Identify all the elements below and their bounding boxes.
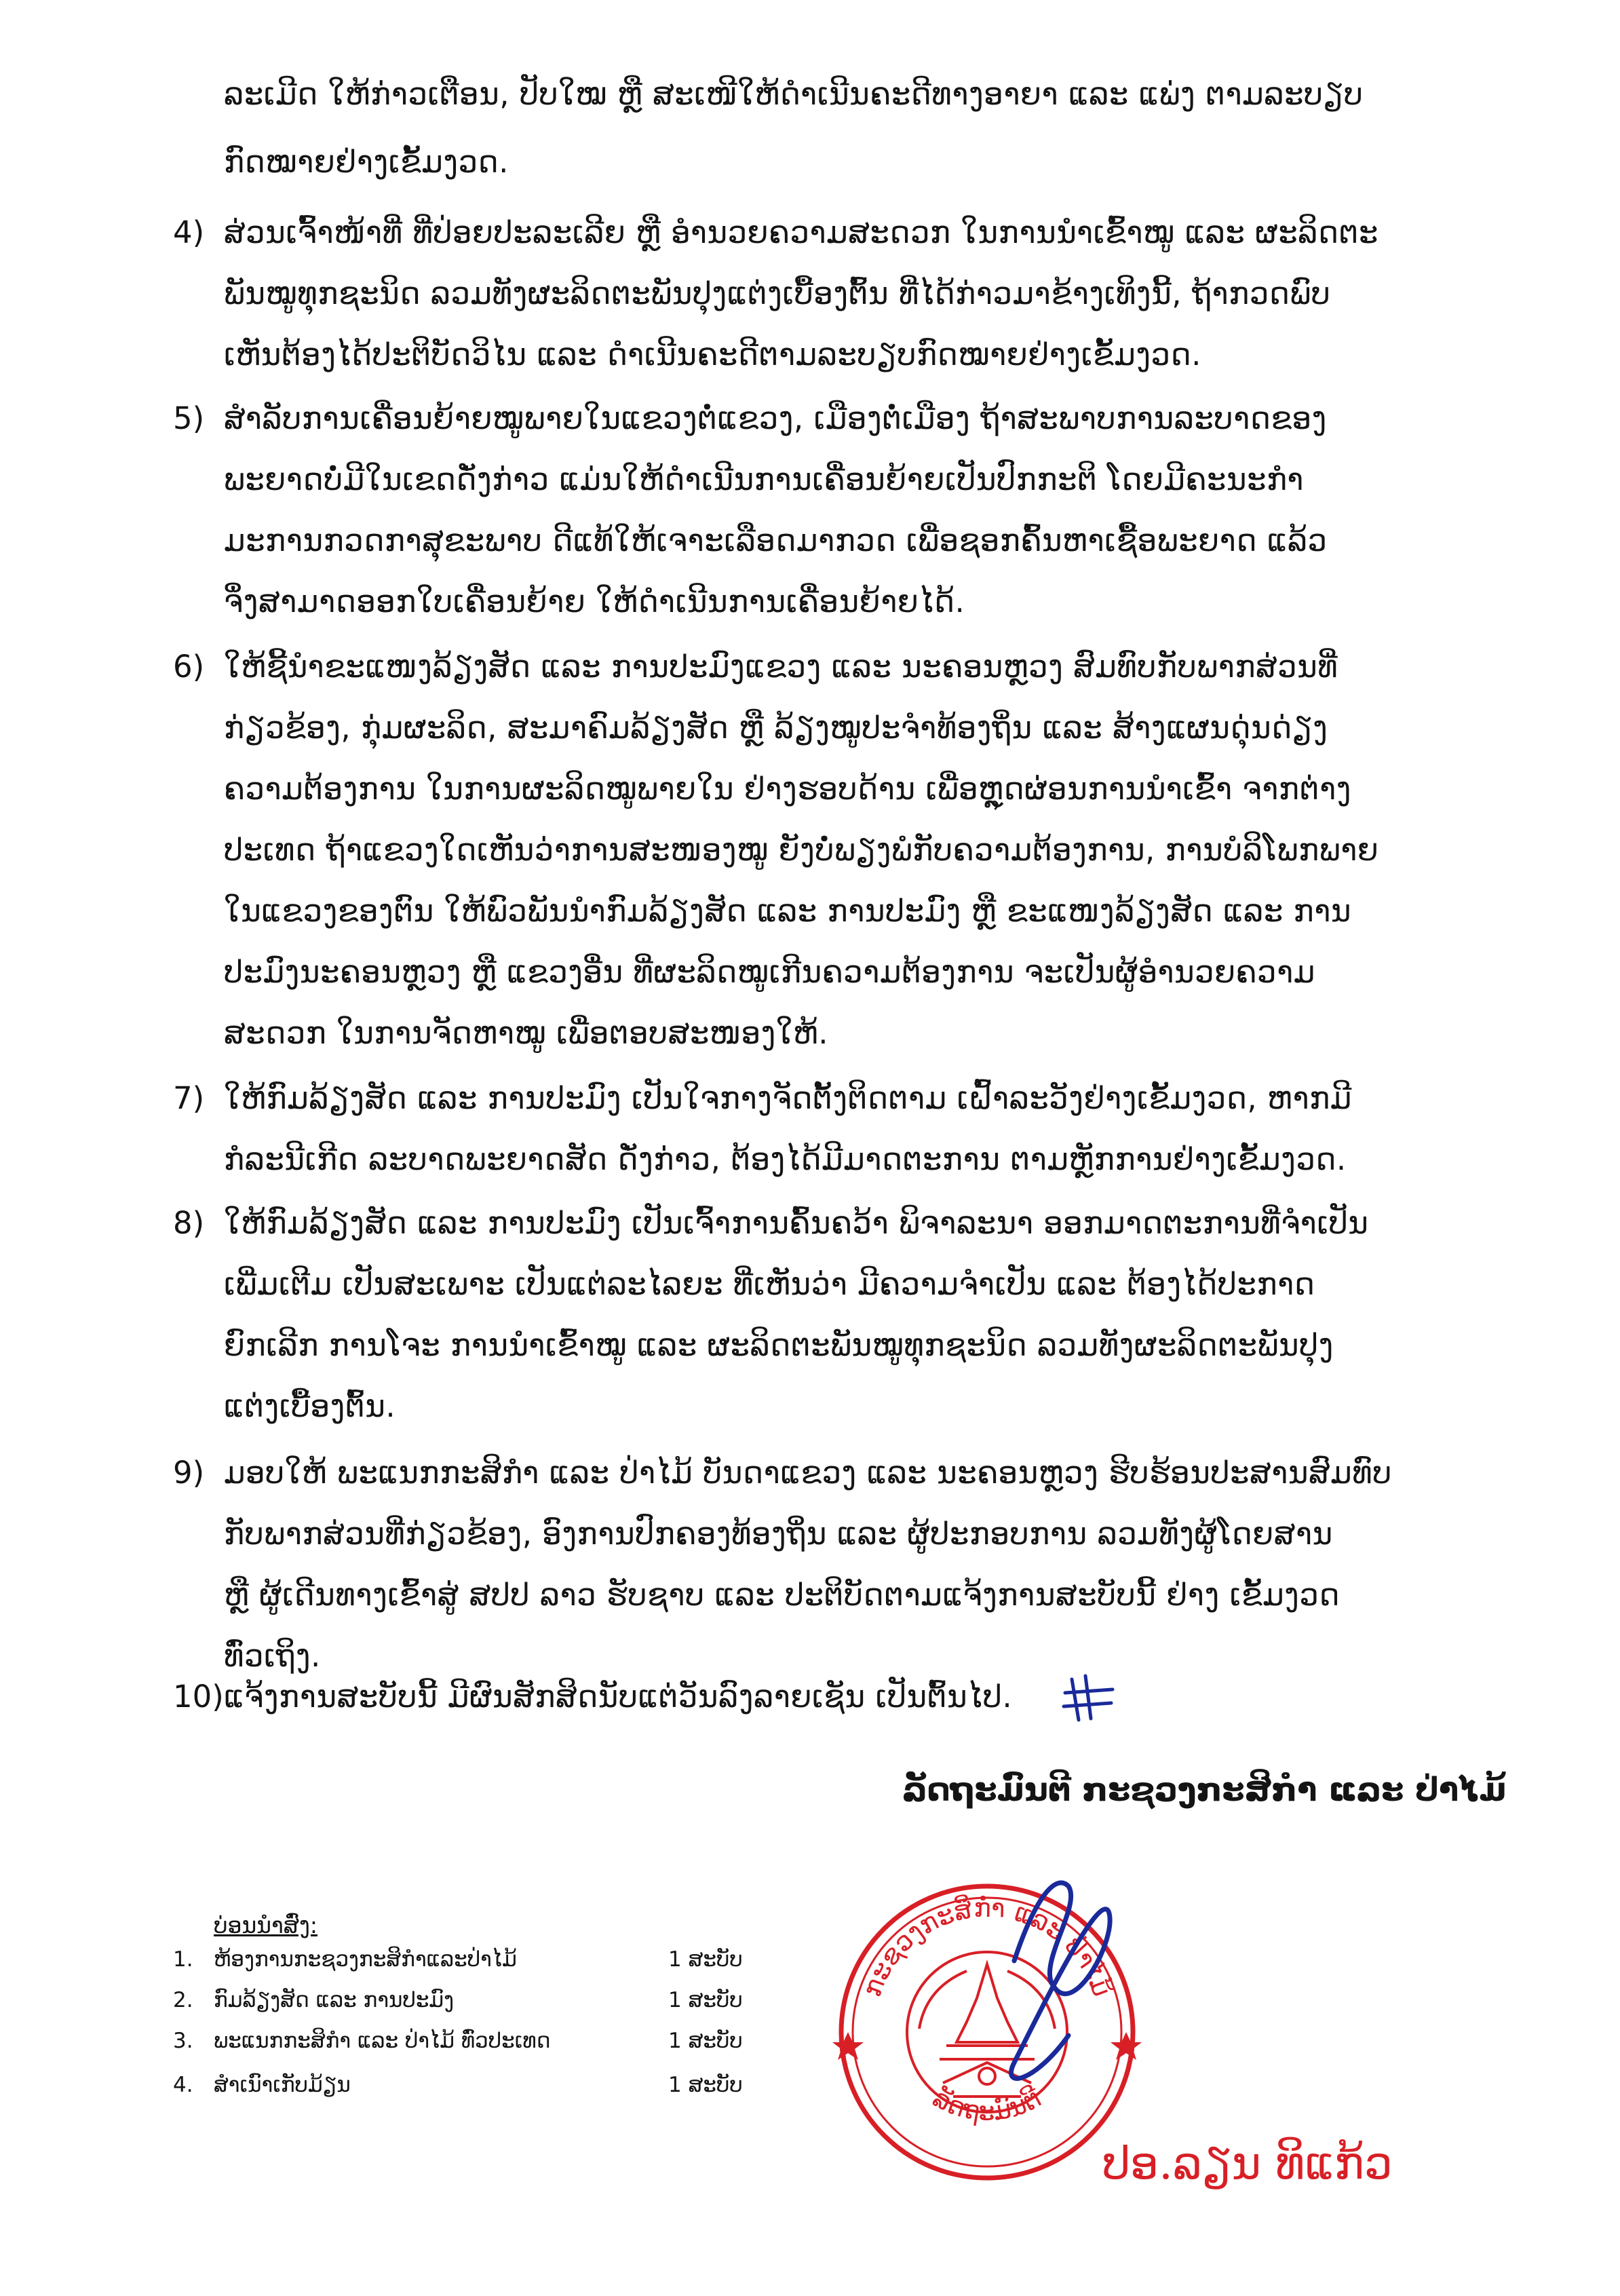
distribution-item-number: 3. [173, 2029, 193, 2053]
para-6-line-6: ປະມົງນະຄອນຫຼວງ ຫຼື ແຂວງອື່ນ ທີ່ຜະລິດໝູເກີນຄວາມຕ້ອງການ ຈະເປັນຜູ້ອຳນວຍຄວາມ [224, 954, 1315, 990]
para-5-line-1: ສຳລັບການເຄື່ອນຍ້າຍໝູພາຍໃນແຂວງຕໍ່ແຂວງ, ເມືອງຕໍ່ເມືອງ ຖ້າສະພາບການລະບາດຂອງ [224, 400, 1327, 436]
para-6-line-5: ໃນແຂວງຂອງຕົນ ໃຫ້ພົວພັນນຳກົມລ້ຽງສັດ ແລະ ການປະມົງ ຫຼື ຂະແໜງລ້ຽງສັດ ແລະ ການ [224, 893, 1352, 929]
para-4-line-1: ສ່ວນເຈົ້າໜ້າທີ່ ທີ່ປ່ອຍປະລະເລີຍ ຫຼື ອຳນວຍຄວາມສະດວກ ໃນການນຳເຂົ້າໝູ ແລະ ຜະລິດຕະ [224, 214, 1378, 250]
distribution-item [173, 1988, 784, 2021]
distribution-item-copies: 1 ສະບັບ [668, 1947, 743, 1972]
para-7-line-2: ກໍລະນີເກີດ ລະບາດພະຍາດສັດ ດັ່ງກ່າວ, ຕ້ອງໄດ້ມີມາດຕະການ ຕາມຫຼັກການຢ່າງເຂັ້ມງວດ. [224, 1141, 1347, 1177]
para-6-line-3: ຄວາມຕ້ອງການ ໃນການຜະລິດໝູພາຍໃນ ຢ່າງຮອບດ້ານ ເພື່ອຫຼຸດຜ່ອນການນຳເຂົ້າ ຈາກຕ່າງ [224, 771, 1351, 807]
para-4-line-3: ເຫັນຕ້ອງໄດ້ປະຕິບັດວິໄນ ແລະ ດຳເນີນຄະດີຕາມລະບຽບກົດໝາຍຢ່າງເຂັ້ມງວດ. [224, 337, 1201, 372]
para-8-line-4: ແຕ່ງເບື້ອງຕົ້ນ. [224, 1388, 396, 1424]
distribution-item-copies: 1 ສະບັບ [668, 2073, 743, 2097]
distribution-item [173, 2029, 784, 2061]
distribution-item-copies: 1 ສະບັບ [668, 2029, 743, 2053]
distribution-item [173, 1947, 784, 1980]
para-9-line-1: ມອບໃຫ້ ພະແນກກະສິກຳ ແລະ ປ່າໄມ້ ບັນດາແຂວງ ແລະ ນະຄອນຫຼວງ ຮີບຮ້ອນປະສານສົມທົບ [224, 1455, 1392, 1491]
para-10-line-1: ແຈ້ງການສະບັບນີ້ ມີຜົນສັກສິດນັບແຕ່ວັນລົງລາຍເຊັນ ເປັນຕົ້ນໄປ. [224, 1679, 1013, 1715]
svg-text:ກະຊວງກະສິກຳ ແລະ ປ່າໄມ້ [857, 1893, 1117, 2001]
distribution-item-text: ພະແນກກະສິກຳ ແລະ ປ່າໄມ້ ທົ່ວປະເທດ [214, 2029, 551, 2053]
para-7-line-1: ໃຫ້ກົມລ້ຽງສັດ ແລະ ການປະມົງ ເປັນໃຈກາງຈັດຕັ້ງຕິດຕາມ ເຝົ້າລະວັງຢ່າງເຂັ້ມງວດ, ຫາກມີ [224, 1080, 1352, 1116]
para-4-line-2: ພັນໝູທຸກຊະນິດ ລວມທັງຜະລິດຕະພັນປຸງແຕ່ງເບື້ອງຕົ້ນ ທີ່ໄດ້ກ່າວມາຂ້າງເທິງນີ້, ຖ້າກວດພົບ [224, 275, 1331, 311]
para-0-line-2: ກົດໝາຍຢ່າງເຂັ້ມງວດ. [224, 144, 509, 180]
para-6-line-7: ສະດວກ ໃນການຈັດຫາໝູ ເພື່ອຕອບສະໜອງໃຫ້. [224, 1015, 829, 1051]
distribution-item-number: 1. [173, 1947, 193, 1972]
distribution-item [173, 2073, 784, 2105]
para-7-number: 7) [173, 1080, 205, 1116]
distribution-item-text: ສຳເນົາເກັບມ້ຽນ [214, 2073, 351, 2097]
para-4-number: 4) [173, 214, 205, 250]
distribution-item-number: 4. [173, 2073, 193, 2097]
para-9-line-2: ກັບພາກສ່ວນທີ່ກ່ຽວຂ້ອງ, ອົງການປົກຄອງທ້ອງຖິ່ນ ແລະ ຜູ້ປະກອບການ ລວມທັງຜູ້ໂດຍສານ [224, 1516, 1333, 1552]
para-0-line-1: ລະເມີດ ໃຫ້ກ່າວເຕືອນ, ປັບໃໝ ຫຼື ສະເໜີໃຫ້ດຳເນີນຄະດີທາງອາຍາ ແລະ ແພ່ງ ຕາມລະບຽບ [224, 76, 1364, 112]
para-8-number: 8) [173, 1205, 205, 1241]
initial-scribble-icon [1058, 1666, 1119, 1727]
para-6-line-1: ໃຫ້ຊີ້ນຳຂະແໜງລ້ຽງສັດ ແລະ ການປະມົງແຂວງ ແລະ ນະຄອນຫຼວງ ສົມທົບກັບພາກສ່ວນທີ່ [224, 649, 1338, 685]
seal-bottom-text: ລັດຖະມົນຕີ [927, 2082, 1047, 2126]
para-6-line-2: ກ່ຽວຂ້ອງ, ກຸ່ມຜະລິດ, ສະມາຄົມລ້ຽງສັດ ຫຼື ລ້ຽງໝູປະຈຳທ້ອງຖິ່ນ ແລະ ສ້າງແຜນດຸ່ນດ່ຽງ [224, 710, 1328, 746]
svg-text:ລັດຖະມົນຕີ [928, 2082, 1046, 2126]
para-9-line-3: ຫຼື ຜູ້ເດີນທາງເຂົ້າສູ່ ສປປ ລາວ ຮັບຊາບ ແລະ ປະຕິບັດຕາມແຈ້ງການສະບັບນີ້ ຢ່າງ ເຂັ້ມງວດ [224, 1577, 1340, 1613]
seal-top-text: ກະຊວງກະສິກຳ ແລະ ປ່າໄມ້ [856, 1892, 1118, 2001]
para-5-line-3: ມະການກວດກາສຸຂະພາບ ດີແທ້ໃຫ້ເຈາະເລືອດມາກວດ ເພື່ອຊອກຄົ້ນຫາເຊື້ອພະຍາດ ແລ້ວ [224, 522, 1328, 558]
para-6-number: 6) [173, 649, 205, 685]
distribution-item-text: ກົມລ້ຽງສັດ ແລະ ການປະມົງ [214, 1988, 455, 2012]
distribution-heading: ບ່ອນນຳສົ່ງ: [214, 1912, 318, 1938]
signatory-name: ປອ.ລຽນ ທິແກ້ວ [1102, 2137, 1393, 2189]
para-5-line-4: ຈຶ່ງສາມາດອອກໃບເຄື່ອນຍ້າຍ ໃຫ້ດຳເນີນການເຄື່ອນຍ້າຍໄດ້. [224, 583, 965, 619]
para-5-number: 5) [173, 400, 205, 436]
para-8-line-1: ໃຫ້ກົມລ້ຽງສັດ ແລະ ການປະມົງ ເປັນເຈົ້າການຄົ້ນຄວ້າ ພິຈາລະນາ ອອກມາດຕະການທີ່ຈຳເປັນ [224, 1205, 1369, 1241]
para-6-line-4: ປະເທດ ຖ້າແຂວງໃດເຫັນວ່າການສະໜອງໝູ ຍັງບໍ່ພຽງພໍກັບຄວາມຕ້ອງການ, ການບໍລິໂພກພາຍ [224, 832, 1379, 868]
para-5-line-2: ພະຍາດບໍ່ມີໃນເຂດດັ່ງກ່າວ ແມ່ນໃຫ້ດຳເນີນການເຄື່ອນຍ້າຍເປັນປົກກະຕິ ໂດຍມີຄະນະກຳ [224, 461, 1304, 497]
para-8-line-3: ຍົກເລີກ ການໂຈະ ການນຳເຂົ້າໝູ ແລະ ຜະລິດຕະພັນໝູທຸກຊະນິດ ລວມທັງຜະລິດຕະພັນປຸງ [224, 1327, 1334, 1363]
distribution-item-text: ຫ້ອງການກະຊວງກະສິກຳແລະປ່າໄມ້ [214, 1947, 517, 1972]
para-10-number: 10) [173, 1679, 224, 1715]
distribution-item-copies: 1 ສະບັບ [668, 1988, 743, 2012]
para-8-line-2: ເພີ່ມເຕີມ ເປັນສະເພາະ ເປັນແຕ່ລະໄລຍະ ທີ່ເຫັນວ່າ ມີຄວາມຈຳເປັນ ແລະ ຕ້ອງໄດ້ປະກາດ [224, 1266, 1315, 1302]
para-9-number: 9) [173, 1455, 205, 1491]
para-9-line-4: ທົ່ວເຖິງ. [224, 1638, 321, 1674]
signatory-title: ລັດຖະມົນຕີ ກະຊວງກະສິກຳ ແລະ ປ່າໄມ້ [902, 1771, 1507, 1809]
distribution-item-number: 2. [173, 1988, 193, 2012]
